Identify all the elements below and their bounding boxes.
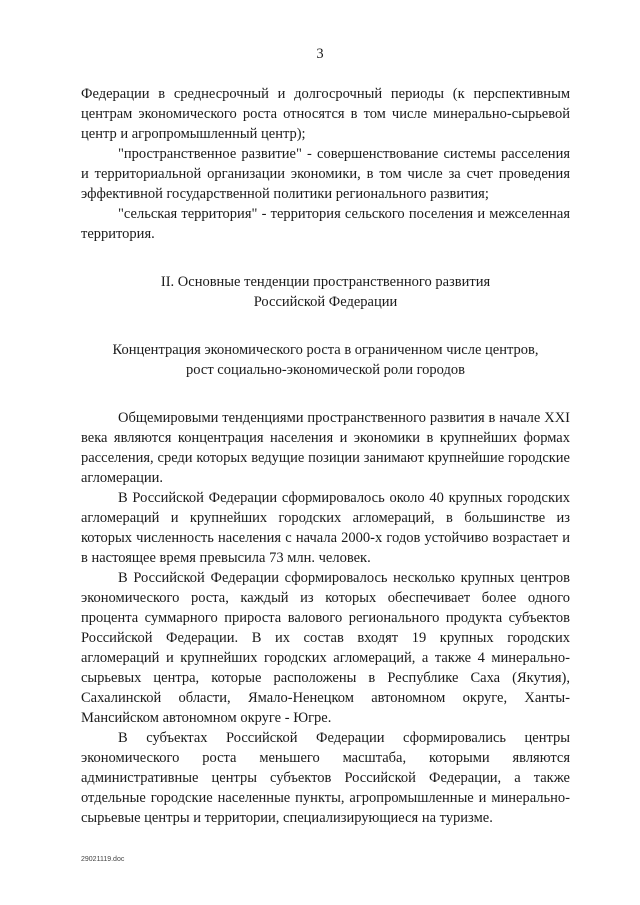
section-heading-line: Российской Федерации [253, 294, 398, 310]
paragraph: В субъектах Российской Федерации сформировались центры экономического роста меньшего масштаба, которыми являются административные центры субъектов Российской Федерации, а также отдельные городские населенные пункты, агропромышленные и минерально-сырьевые центры и территории, специализирующиеся на туризме. [81, 730, 570, 826]
section-heading [81, 272, 570, 312]
paragraph: В Российской Федерации сформировалось несколько крупных центров экономического роста, каждый из которых обеспечивает более одного процента суммарного прироста валового регионального продукта субъектов Российской Федерации. В их состав входят 19 крупных городских агломераций и крупнейших городских агломераций, а также 4 минерально-сырьевых центра, которые расположены в Республике Саха (Якутия), Сахалинской области, Ямало-Ненецком автономном округе, Ханты-Мансийском автономном округе - Югре. [81, 570, 570, 726]
page-number: 3 [316, 46, 324, 62]
paragraph: Федерации в среднесрочный и долгосрочный периоды (к перспективным центрам экономического роста относятся в том числе минерально-сырьевой центр и агропромышленный центр); [81, 86, 570, 142]
paragraph: "сельская территория" - территория сельского поселения и межселенная территория. [81, 206, 570, 242]
paragraph: Общемировыми тенденциями пространственного развития в начале XXI века являются концентрация населения и экономики в крупнейших формах расселения, среди которых ведущие позиции занимают крупнейшие городские агломерации. [81, 410, 570, 486]
section-heading-line: II. Основные тенденции пространственного развития [160, 274, 491, 290]
footer-filename: 29021119.doc [81, 856, 125, 863]
sub-heading-line: Концентрация экономического роста в ограниченном числе центров, [112, 342, 539, 358]
paragraph: В Российской Федерации сформировалось около 40 крупных городских агломераций и крупнейших городских агломераций, в большинстве из которых численность населения с начала 2000-х годов устойчиво возрастает и в настоящее время превысила 73 млн. человек. [81, 490, 570, 566]
paragraph: "пространственное развитие" - совершенствование системы расселения и территориальной организации экономики, в том числе за счет проведения эффективной государственной политики регионального развития; [81, 146, 570, 202]
sub-heading-line: рост социально-экономической роли городов [186, 362, 465, 378]
sub-heading [81, 340, 570, 380]
document-body [81, 84, 570, 828]
